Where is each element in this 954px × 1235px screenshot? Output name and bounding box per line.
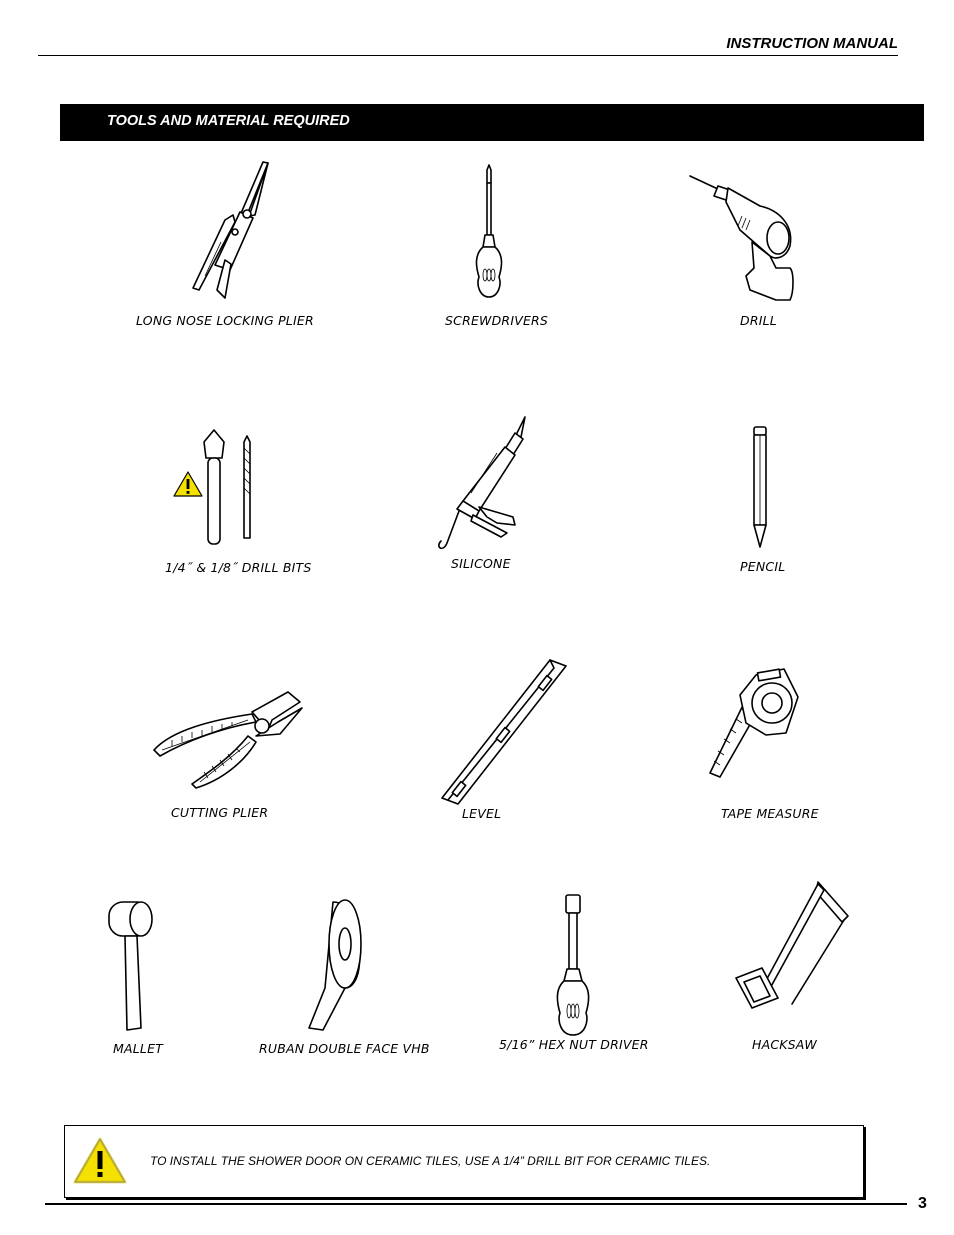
label-screwdrivers: SCREWDRIVERS (445, 313, 549, 328)
locking-plier-icon (185, 160, 275, 305)
ruban-tape-illustration (305, 898, 367, 1033)
screwdriver-icon (470, 165, 510, 300)
label-hex-nut-driver: 5/16” HEX NUT DRIVER (499, 1037, 649, 1052)
silicone-illustration (437, 415, 532, 555)
page-number: 3 (918, 1195, 927, 1212)
hex-nut-driver-icon (555, 893, 593, 1038)
label-ruban: RUBAN DOUBLE FACE VHB (259, 1041, 430, 1056)
pencil-illustration (750, 425, 770, 550)
warning-icon (72, 1136, 128, 1186)
section-banner (60, 104, 924, 141)
footer-rule (45, 1203, 907, 1205)
drill-bits-illustration (200, 428, 260, 548)
screwdrivers-illustration (470, 165, 510, 300)
hacksaw-icon (734, 880, 852, 1008)
label-silicone: SILICONE (451, 556, 511, 571)
cutting-plier-icon (152, 690, 304, 790)
label-mallet: MALLET (113, 1041, 163, 1056)
pencil-icon (750, 425, 770, 550)
label-drill: DRILL (740, 313, 777, 328)
mallet-icon (105, 898, 157, 1033)
hex-nut-driver-illustration (555, 893, 593, 1038)
label-tape-measure: TAPE MEASURE (721, 806, 819, 821)
tape-measure-icon (706, 665, 802, 783)
drill-icon (690, 172, 800, 304)
manual-title: INSTRUCTION MANUAL (726, 35, 898, 52)
label-cutting-plier: CUTTING PLIER (171, 805, 269, 820)
tape-roll-icon (305, 898, 367, 1033)
hacksaw-illustration (734, 880, 852, 1008)
cutting-plier-illustration (152, 690, 304, 790)
mallet-illustration (105, 898, 157, 1033)
label-pencil: PENCIL (740, 559, 786, 574)
tape-measure-illustration (706, 665, 802, 783)
level-illustration (438, 658, 570, 806)
long-nose-locking-plier-illustration (185, 160, 275, 305)
drill-bits-icon (200, 428, 260, 548)
label-long-nose-locking-plier: LONG NOSE LOCKING PLIER (136, 313, 314, 328)
label-hacksaw: HACKSAW (752, 1037, 817, 1052)
warning-note-text: TO INSTALL THE SHOWER DOOR ON CERAMIC TILES, USE A 1/4” DRILL BIT FOR CERAMIC TILES. (150, 1154, 711, 1168)
level-icon (438, 658, 570, 806)
warning-note-box (64, 1125, 864, 1198)
caulking-gun-icon (437, 415, 532, 555)
label-level: LEVEL (462, 806, 502, 821)
drill-illustration (690, 172, 800, 304)
section-title: TOOLS AND MATERIAL REQUIRED (107, 113, 350, 129)
label-drill-bits: 1/4˝ & 1/8˝ DRILL BITS (165, 560, 312, 575)
header-rule (38, 55, 898, 56)
